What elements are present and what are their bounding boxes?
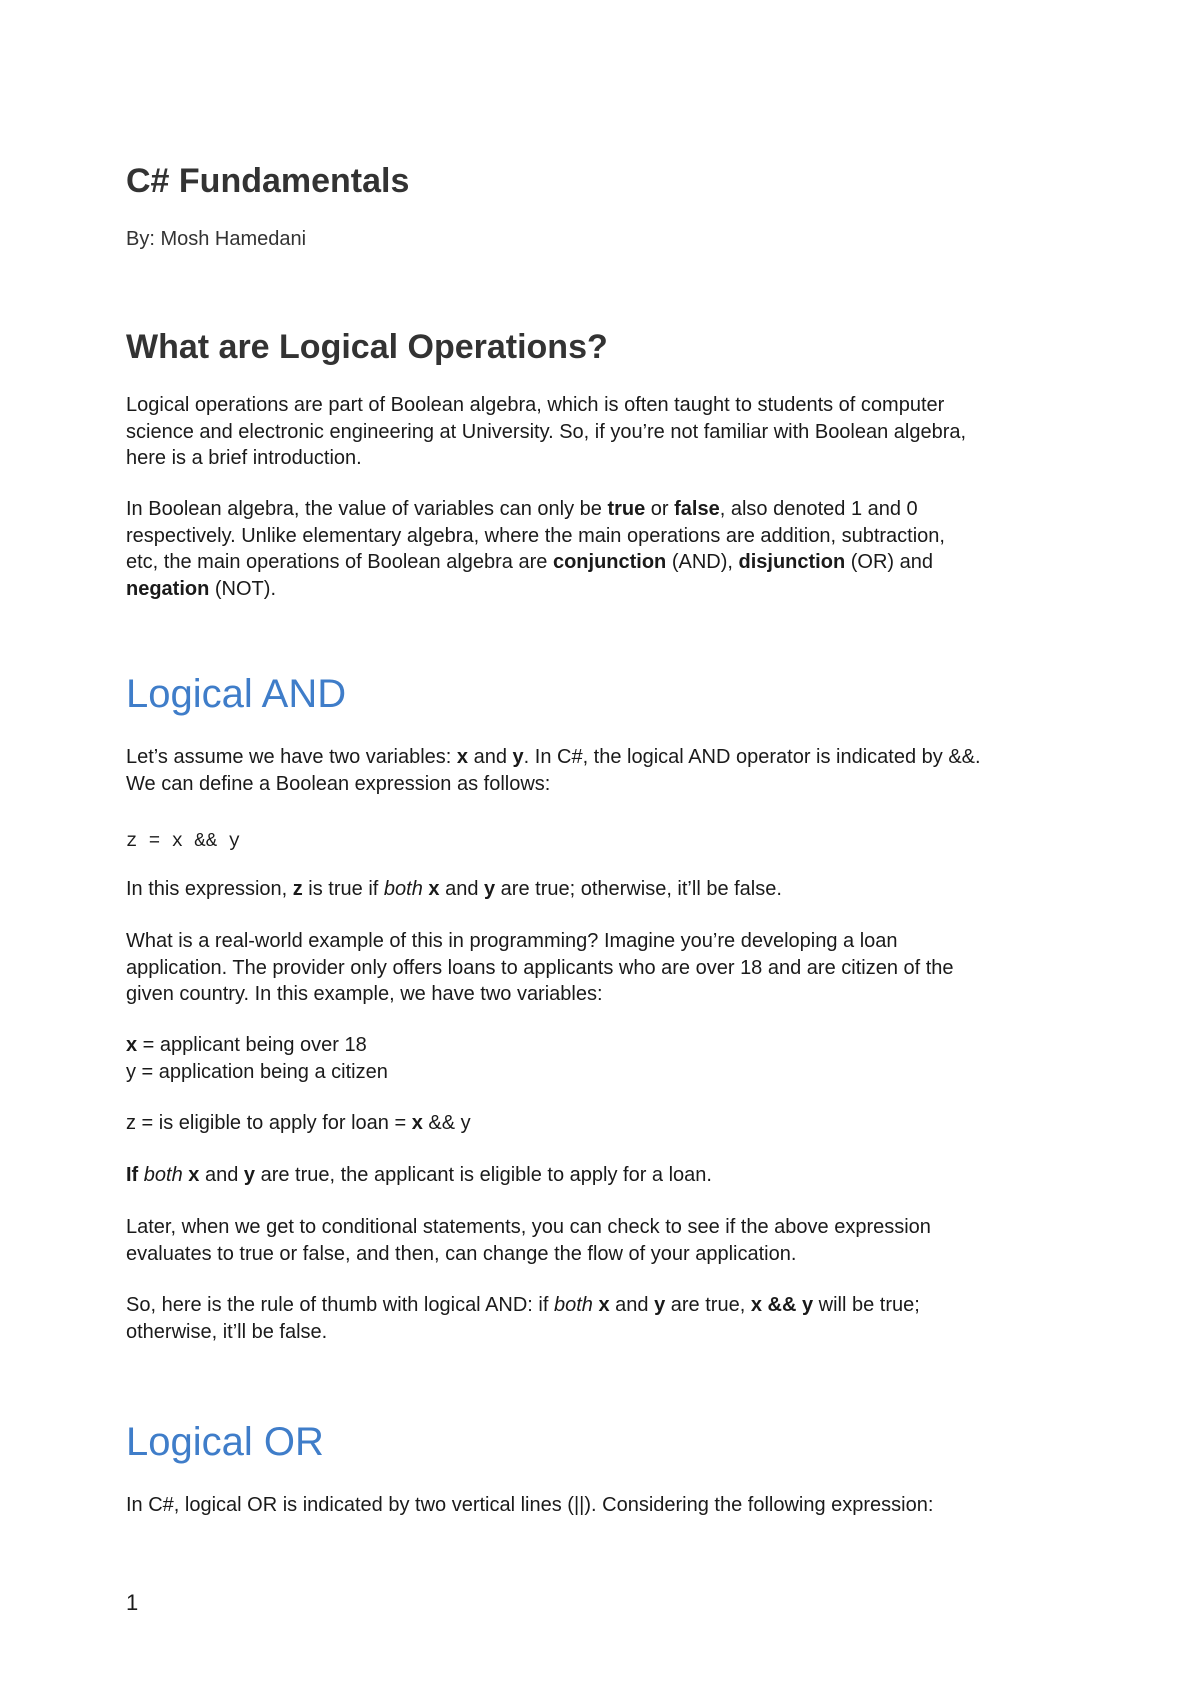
text-span: are true; otherwise, it’ll be false. [495, 878, 782, 900]
bold-y: y [484, 878, 496, 900]
text-line [126, 1162, 1086, 1189]
text-span: and [199, 1164, 244, 1186]
text-line: science and electronic engineering at University. So, if you’re not familiar with Boolean algebra, [126, 420, 967, 443]
text-line: We can define a Boolean expression as follows: [126, 772, 551, 795]
text-span: are true, the applicant is eligible to apply for a loan. [255, 1164, 712, 1186]
paragraph-variables [126, 1032, 1086, 1085]
paragraph-if-both [126, 1162, 1086, 1189]
bold-x: x [592, 1294, 610, 1316]
text-line: What is a real-world example of this in programming? Imagine you’re developing a loan [126, 930, 898, 952]
bold-if: If [126, 1164, 139, 1186]
text-line: evaluates to true or false, and then, can change the flow of your application. [126, 1242, 797, 1265]
text-span: , also denoted 1 and 0 [719, 498, 918, 520]
text-line: respectively. Unlike elementary algebra, where the main operations are addition, subtraction, [126, 524, 945, 547]
italic-both: both [383, 878, 423, 900]
text-span: z = is eligible to apply for loan = [126, 1112, 412, 1134]
bold-conjunction: conjunction [552, 551, 667, 573]
text-span: So, here is the rule of thumb with logical AND: if [126, 1294, 554, 1316]
section-heading-logical-operations: What are Logical Operations? [126, 328, 608, 366]
text-line [126, 1110, 1086, 1137]
bold-x: x [456, 746, 469, 768]
bold-false: false [674, 498, 720, 520]
text-line: here is a brief introduction. [126, 447, 362, 469]
text-span: In this expression, [126, 878, 293, 900]
text-line [126, 1032, 1086, 1059]
text-span: (AND), [666, 551, 739, 573]
text-span: (NOT). [209, 577, 276, 600]
text-span: = applicant being over 18 [137, 1034, 367, 1056]
bold-disjunction: disjunction [738, 551, 846, 573]
text-span: or [645, 498, 675, 520]
bold-x: x [126, 1034, 138, 1056]
text-span: and [439, 878, 484, 900]
bold-y: y [243, 1164, 256, 1186]
paragraph-boolean-algebra [126, 496, 1086, 602]
text-line: In C#, logical OR is indicated by two vertical lines (||). Considering the following expression: [126, 1494, 934, 1516]
text-span: will be true; [813, 1294, 920, 1316]
text-span: and [609, 1294, 655, 1316]
text-line: y = application being a citizen [126, 1060, 388, 1083]
text-span: and [468, 746, 513, 768]
section-heading-logical-and: Logical AND [126, 672, 347, 716]
text-line [126, 876, 1086, 903]
text-line [126, 576, 1086, 603]
text-line [126, 496, 1086, 523]
text-line: application. The provider only offers loans to applicants who are over 18 and are citizen of the [126, 956, 954, 979]
paragraph-and-intro [126, 744, 1086, 797]
paragraph-later [126, 1214, 1086, 1267]
text-span: is true if [302, 878, 384, 900]
text-span: are true, [665, 1294, 751, 1316]
bold-true: true [607, 498, 646, 520]
paragraph-or-intro [126, 1492, 1086, 1519]
text-span: etc, the main operations of Boolean algebra are [126, 551, 553, 573]
italic-both: both [143, 1164, 183, 1186]
bold-expression: x && y [750, 1294, 814, 1316]
bold-x: x [411, 1112, 423, 1134]
author-byline: By: Mosh Hamedani [126, 228, 307, 250]
paragraph-z-definition [126, 1110, 1086, 1137]
bold-y: y [512, 746, 524, 768]
bold-z: z [292, 878, 303, 900]
text-span: (OR) and [845, 551, 933, 573]
paragraph-rule-of-thumb [126, 1292, 1086, 1345]
text-line [126, 1292, 1086, 1319]
text-span: Let’s assume we have two variables: [126, 746, 457, 768]
text-line: Later, when we get to conditional statements, you can check to see if the above expression [126, 1216, 931, 1238]
bold-y: y [654, 1294, 666, 1316]
code-expression-and: z = x && y [126, 830, 241, 852]
paragraph-intro [126, 392, 1086, 472]
paragraph-and-example [126, 928, 1086, 1008]
text-line: given country. In this example, we have two variables: [126, 983, 603, 1005]
paragraph-and-explain [126, 876, 1086, 903]
text-line [126, 744, 1086, 771]
document-title: C# Fundamentals [126, 162, 410, 200]
text-line: Logical operations are part of Boolean algebra, which is often taught to students of computer [126, 394, 945, 416]
text-span: . In C#, the logical AND operator is indicated by &&. [523, 746, 981, 768]
text-span: && y [422, 1112, 471, 1134]
bold-negation: negation [126, 577, 210, 600]
bold-x: x [428, 878, 440, 900]
section-heading-logical-or: Logical OR [126, 1420, 324, 1464]
text-line: otherwise, it’ll be false. [126, 1320, 328, 1343]
text-line [126, 549, 1086, 576]
page-number: 1 [126, 1590, 139, 1615]
text-span: In Boolean algebra, the value of variables can only be [126, 498, 608, 520]
italic-both: both [553, 1294, 593, 1316]
bold-x: x [182, 1164, 200, 1186]
